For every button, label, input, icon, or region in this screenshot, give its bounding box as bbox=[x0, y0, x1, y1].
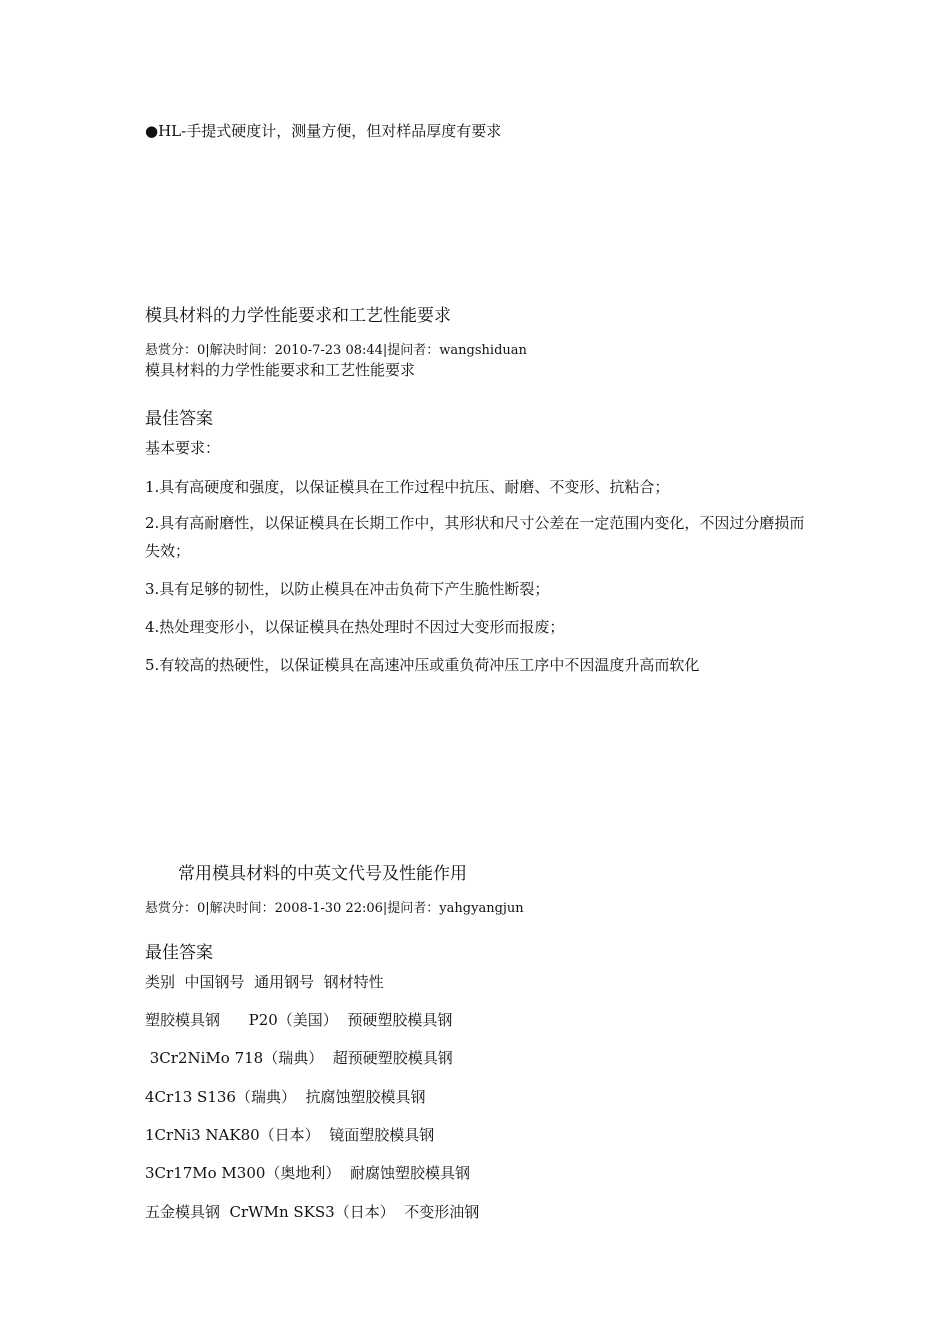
question-title: 模具材料的力学性能要求和工艺性能要求 bbox=[145, 306, 451, 326]
table-row: 塑胶模具钢 P20（美国） 预硬塑胶模具钢 bbox=[145, 1011, 453, 1029]
answer-item: 1.具有高硬度和强度，以保证模具在工作过程中抗压、耐磨、不变形、抗粘合； bbox=[145, 478, 670, 496]
table-row: 3Cr17Mo M300（奥地利） 耐腐蚀塑胶模具钢 bbox=[145, 1164, 470, 1182]
question-description: 模具材料的力学性能要求和工艺性能要求 bbox=[145, 361, 416, 379]
bullet-line: ●HL-手提式硬度计，测量方便，但对样品厚度有要求 bbox=[145, 122, 502, 140]
table-row: 1CrNi3 NAK80（日本） 镜面塑胶模具钢 bbox=[145, 1126, 435, 1144]
question-title: 常用模具材料的中英文代号及性能作用 bbox=[178, 864, 467, 884]
table-row: 五金模具钢 CrWMn SKS3（日本） 不变形油钢 bbox=[145, 1203, 480, 1221]
answer-item: 4.热处理变形小，以保证模具在热处理时不因过大变形而报废； bbox=[145, 618, 565, 636]
answer-intro: 基本要求： bbox=[145, 439, 221, 457]
table-header: 类别 中国钢号 通用钢号 钢材特性 bbox=[145, 973, 384, 991]
question-meta: 悬赏分：0|解决时间：2008-1-30 22:06|提问者：yahgyangjun bbox=[145, 901, 524, 916]
answer-item: 3.具有足够的韧性，以防止模具在冲击负荷下产生脆性断裂； bbox=[145, 580, 550, 598]
question-meta: 悬赏分：0|解决时间：2010-7-23 08:44|提问者：wangshiduan bbox=[145, 343, 527, 358]
answer-item: 2.具有高耐磨性，以保证模具在长期工作中，其形状和尺寸公差在一定范围内变化，不因过分磨损而失效； bbox=[145, 514, 805, 560]
best-answer-label: 最佳答案 bbox=[145, 409, 213, 429]
best-answer-label: 最佳答案 bbox=[145, 943, 213, 963]
answer-item: 5.有较高的热硬性，以保证模具在高速冲压或重负荷冲压工序中不因温度升高而软化 bbox=[145, 656, 700, 674]
table-row: 4Cr13 S136（瑞典） 抗腐蚀塑胶模具钢 bbox=[145, 1088, 426, 1106]
table-row: 3Cr2NiMo 718（瑞典） 超预硬塑胶模具钢 bbox=[145, 1049, 453, 1067]
